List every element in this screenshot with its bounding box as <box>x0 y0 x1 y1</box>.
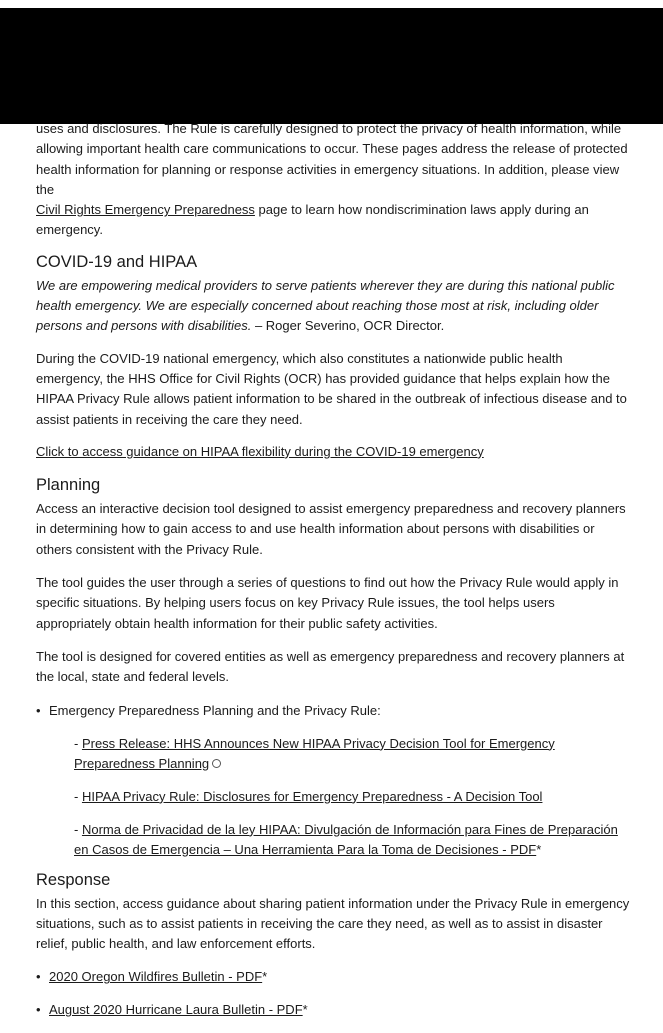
covid-paragraph: During the COVID-19 national emergency, which also constitutes a nationwide public health emergency, the HHS Office for Civil Rights (OCR) has provided guidance that helps explain how the HIPAA Privacy Rule allows patient information to be shared in the outbreak of infectious disease and to assist patients in receiving the care they need. <box>36 350 627 427</box>
spanish-decision-tool-link[interactable]: Norma de Privacidad de la ley HIPAA: Divulgación de Información para Fines de Preparación en Casos de Emergencia – Una Herramienta Para la Toma de Decisiones - PDF <box>74 821 618 857</box>
list-item: • August 2020 Hurricane Laura Bulletin - PDF* <box>36 1000 632 1020</box>
planning-list <box>36 701 632 860</box>
sublist-item-spanish-pdf: - Norma de Privacidad de la ley HIPAA: Divulgación de Información para Fines de Preparación en Casos de Emergencia – Una Herramienta Para la Toma de Decisiones - PDF* <box>74 821 618 857</box>
oregon-wildfires-link[interactable]: 2020 Oregon Wildfires Bulletin - PDF <box>49 969 263 985</box>
covid-heading: COVID-19 and HIPAA <box>36 252 198 271</box>
intro-paragraph <box>36 119 632 241</box>
quote-attribution: – Roger Severino, OCR Director. <box>251 318 445 334</box>
covid-quote <box>36 276 632 337</box>
external-link-icon <box>212 759 221 768</box>
response-list <box>36 967 632 1020</box>
list-item <box>36 701 632 860</box>
planning-paragraph-1: Access an interactive decision tool designed to assist emergency preparedness and recovery planners in determining how to gain access to and use health information about persons with disabilities or others consistent with the Privacy Rule. <box>36 501 626 557</box>
decision-tool-link[interactable]: HIPAA Privacy Rule: Disclosures for Emergency Preparedness - A Decision Tool <box>81 788 543 804</box>
bullet-label: Emergency Preparedness Planning and the Privacy Rule: <box>49 702 381 718</box>
press-release-link[interactable]: Press Release: HHS Announces New HIPAA Privacy Decision Tool for Emergency Preparedness Planning <box>74 735 555 771</box>
quote-text: We are empowering medical providers to serve patients wherever they are during this national public health emergency. We are especially concerned about reaching those most at risk, including older persons and persons with disabilities. <box>36 277 615 334</box>
list-item: • 2020 Oregon Wildfires Bulletin - PDF* <box>36 967 632 987</box>
intro-text-end: page to learn how nondiscrimination laws apply during an emergency. <box>36 202 589 238</box>
civil-rights-emergency-link[interactable]: Civil Rights Emergency Preparedness <box>36 202 255 218</box>
planning-heading: Planning <box>36 476 101 495</box>
response-heading: Response <box>36 870 111 889</box>
planning-paragraph-3: The tool is designed for covered entities as well as emergency preparedness and recovery planners at the local, state and federal levels. <box>36 648 625 685</box>
hurricane-laura-link[interactable]: August 2020 Hurricane Laura Bulletin - PDF <box>49 1002 303 1018</box>
sublist-item-decision-tool: - HIPAA Privacy Rule: Disclosures for Emergency Preparedness - A Decision Tool <box>74 788 543 804</box>
planning-sublist <box>69 734 632 860</box>
redacted-header-bar <box>0 8 663 124</box>
intro-text: uses and disclosures. The Rule is carefully designed to protect the privacy of health information, while allowing important health care communications to occur. These pages address the release of protected health information for planning or response activities in emergency situations. In addition, please view the <box>36 121 628 197</box>
main-content <box>36 119 632 1033</box>
covid-guidance-link[interactable]: Click to access guidance on HIPAA flexibility during the COVID-19 emergency <box>36 443 484 459</box>
planning-paragraph-2: The tool guides the user through a series of questions to find out how the Privacy Rule would apply in specific situations. By helping users focus on key Privacy Rule issues, the tool helps users appropriately obtain health information for their public safety activities. <box>36 575 619 631</box>
sublist-item-press-release: - Press Release: HHS Announces New HIPAA Privacy Decision Tool for Emergency Preparedness Planning <box>74 735 555 771</box>
response-paragraph: In this section, access guidance about sharing patient information under the Privacy Rule in emergency situations, such as to assist patients in receiving the care they need, as well as to assist in disaster relief, public health, and law enforcement efforts. <box>36 895 630 952</box>
